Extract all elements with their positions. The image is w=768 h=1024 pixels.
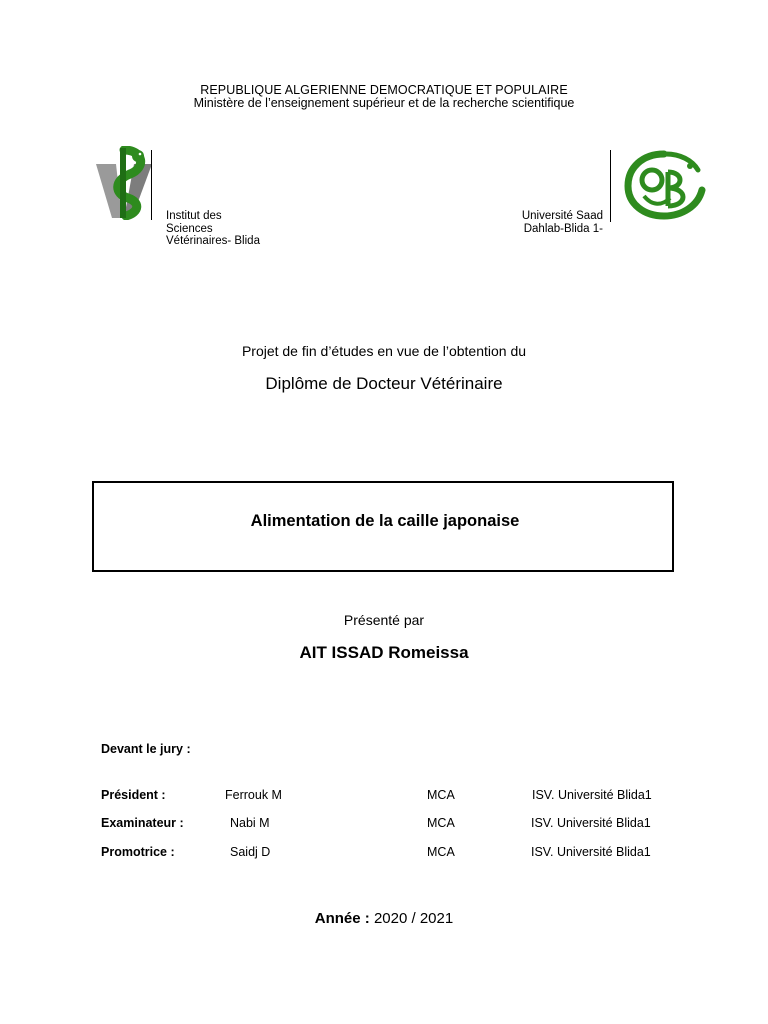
jury-role: Promotrice :	[101, 845, 175, 859]
jury-row	[0, 816, 768, 832]
isv-logo-staff	[120, 148, 126, 218]
year-end: 2021	[419, 910, 454, 927]
left-divider	[151, 150, 152, 220]
university-logo-letter	[668, 172, 683, 206]
jury-grade: MCA	[427, 788, 455, 802]
jury-row	[0, 788, 768, 804]
left-institution-line2: Sciences	[166, 222, 213, 235]
jury-grade: MCA	[427, 845, 455, 859]
right-institution	[522, 210, 603, 235]
year-label: Année :	[314, 910, 370, 927]
jury-heading: Devant le jury :	[101, 742, 191, 756]
left-institution-line3: Vétérinaires- Blida	[166, 235, 260, 248]
thesis-title: Alimentation de la caille japonaise	[250, 512, 520, 530]
project-lead: Projet de fin d’études en vue de l’obtention du	[241, 343, 527, 359]
jury-name: Nabi M	[230, 816, 270, 830]
isv-logo	[94, 146, 154, 220]
jury-name: Ferrouk M	[225, 788, 282, 802]
diploma-title: Diplôme de Docteur Vétérinaire	[265, 374, 503, 393]
jury-name: Saidj D	[230, 845, 271, 859]
right-institution-line2: Dahlab-Blida 1-	[523, 222, 603, 235]
jury-role: Président :	[101, 788, 166, 802]
academic-year	[0, 910, 768, 927]
jury-affiliation: ISV. Université Blida1	[531, 845, 651, 859]
jury-affiliation: ISV. Université Blida1	[531, 816, 651, 830]
year-separator: /	[411, 910, 416, 927]
jury-role: Examinateur :	[101, 816, 184, 830]
right-divider	[610, 150, 611, 222]
right-institution-line1: Université Saad	[521, 210, 603, 222]
left-institution	[166, 210, 260, 248]
author-name: AIT ISSAD Romeissa	[299, 643, 469, 662]
year-start: 2020	[373, 910, 408, 927]
jury-row	[0, 845, 768, 861]
presented-by-label: Présenté par	[343, 612, 425, 628]
university-logo	[622, 150, 708, 220]
header-ministry: Ministère de l’enseignement supérieur et de la recherche scientifique	[193, 96, 575, 110]
left-institution-line1: Institut des	[166, 210, 222, 222]
isv-logo-head	[132, 150, 144, 162]
header-republic: REPUBLIQUE ALGERIENNE DEMOCRATIQUE ET POPULAIRE	[200, 83, 568, 97]
jury-grade: MCA	[427, 816, 455, 830]
jury-affiliation: ISV. Université Blida1	[532, 788, 652, 802]
